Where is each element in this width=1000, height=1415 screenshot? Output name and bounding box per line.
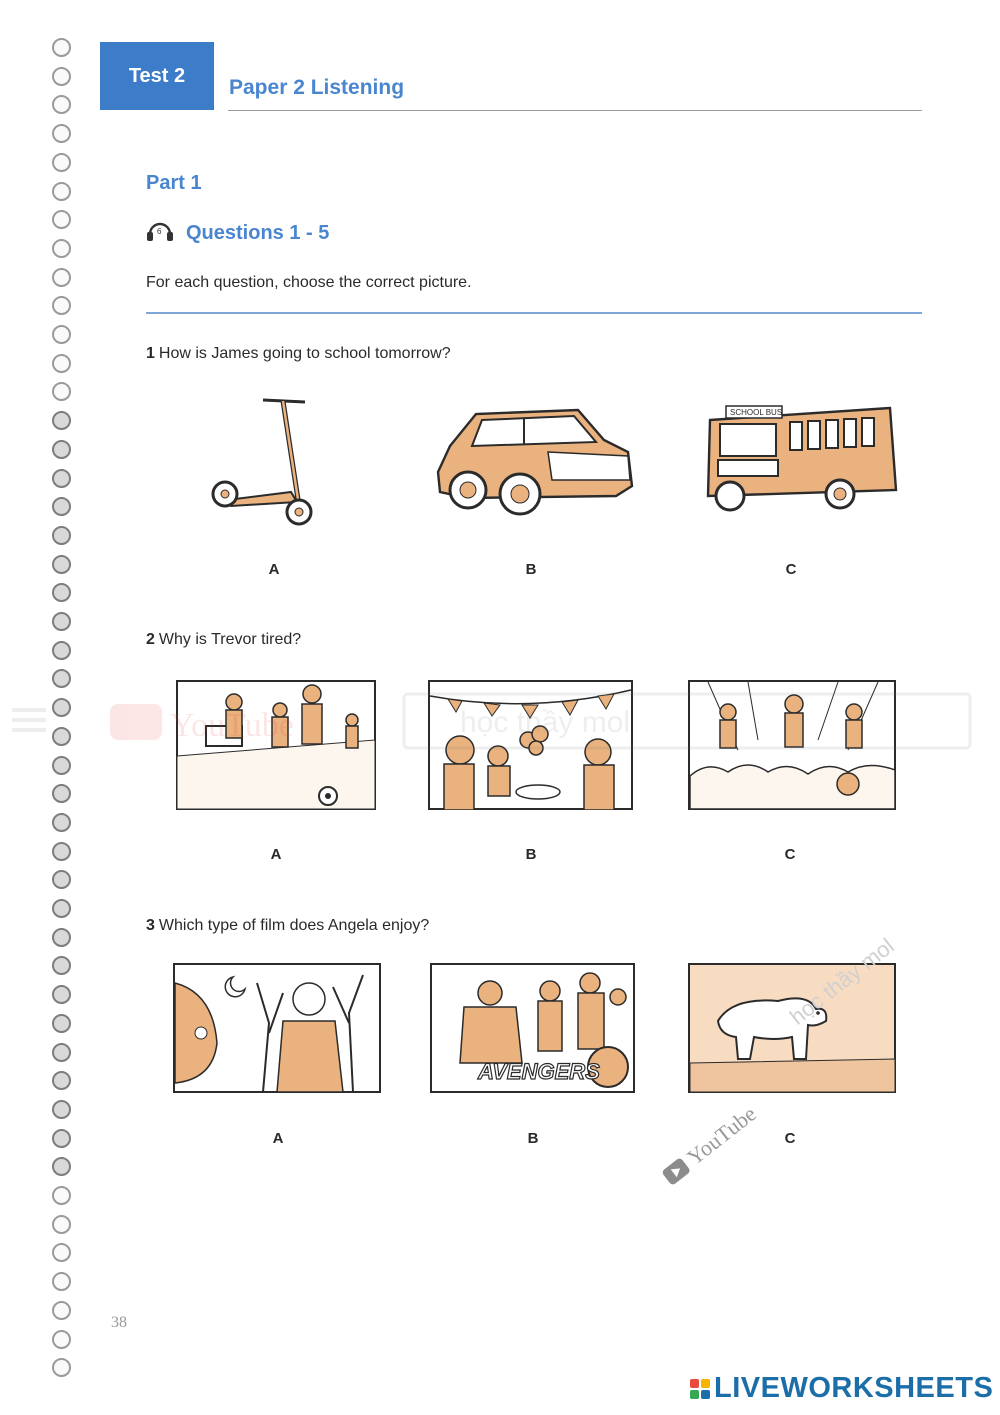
binding-ring xyxy=(52,210,71,229)
binding-ring xyxy=(52,124,71,143)
binding-ring xyxy=(52,899,71,918)
paper-title: Paper 2 Listening xyxy=(229,76,405,99)
header-divider xyxy=(228,110,922,111)
binding-ring xyxy=(52,95,71,114)
binding-ring xyxy=(52,325,71,344)
binding-ring xyxy=(52,1014,71,1033)
option-3b-superhero-film-image[interactable] xyxy=(430,963,635,1093)
binding-ring xyxy=(52,1330,71,1349)
instruction-text: For each question, choose the correct picture. xyxy=(146,274,472,291)
avengers-logo-text: AVENGERS xyxy=(478,1059,600,1084)
questions-title: Questions 1 - 5 xyxy=(186,222,330,244)
option-2c-concert-image[interactable] xyxy=(688,680,896,810)
option-2a-football-image[interactable] xyxy=(176,680,376,810)
binding-ring xyxy=(52,612,71,631)
binding-ring xyxy=(52,1100,71,1119)
binding-ring xyxy=(52,469,71,488)
binding-ring xyxy=(52,182,71,201)
binding-ring xyxy=(52,928,71,947)
binding-ring xyxy=(52,1129,71,1148)
binding-ring xyxy=(52,526,71,545)
binding-ring xyxy=(52,1215,71,1234)
question-text: How is James going to school tomorrow? xyxy=(158,345,451,362)
question-text: Why is Trevor tired? xyxy=(158,631,302,648)
binding-ring xyxy=(52,440,71,459)
question-2 xyxy=(146,631,301,649)
liveworksheets-brand-text: LIVEWORKSHEETS xyxy=(714,1372,994,1404)
option-letter: B xyxy=(525,846,537,863)
option-letter: C xyxy=(784,1130,796,1147)
binding-ring xyxy=(52,239,71,258)
binding-ring xyxy=(52,1272,71,1291)
binding-ring xyxy=(52,497,71,516)
option-letter: C xyxy=(785,561,797,578)
binding-ring xyxy=(52,956,71,975)
binding-ring xyxy=(52,641,71,660)
binding-ring xyxy=(52,698,71,717)
part-title: Part 1 xyxy=(146,172,202,194)
bus-sign: SCHOOL BUS xyxy=(730,408,783,417)
binding-ring xyxy=(52,268,71,287)
page-number: 38 xyxy=(111,1314,127,1331)
option-letter: A xyxy=(270,846,282,863)
binding-ring xyxy=(52,382,71,401)
option-3a-horror-film-image[interactable] xyxy=(173,963,381,1093)
binding-ring xyxy=(52,1043,71,1062)
binding-ring xyxy=(52,1301,71,1320)
binding-ring xyxy=(52,67,71,86)
option-1a-scooter-image[interactable] xyxy=(205,388,325,530)
binding-ring xyxy=(52,38,71,57)
binding-ring xyxy=(52,756,71,775)
youtube-small-text: YouTube xyxy=(682,1100,761,1170)
question-1 xyxy=(146,345,451,363)
option-letter: A xyxy=(272,1130,284,1147)
question-text: Which type of film does Angela enjoy? xyxy=(158,917,430,934)
binding-ring xyxy=(52,296,71,315)
test-badge: Test 2 xyxy=(100,42,214,110)
binding-ring xyxy=(52,985,71,1004)
option-letter: B xyxy=(527,1130,539,1147)
headphones-icon xyxy=(146,220,178,247)
option-1b-car-image[interactable] xyxy=(428,400,638,518)
binding-ring xyxy=(52,784,71,803)
binding-ring xyxy=(52,153,71,172)
diagonal-watermark: học thầy mol xyxy=(785,933,899,1030)
binding-ring xyxy=(52,1186,71,1205)
liveworksheets-logo[interactable] xyxy=(690,1372,993,1405)
binding-ring xyxy=(52,1071,71,1090)
track-number: 6 xyxy=(157,227,162,236)
binding-ring xyxy=(52,727,71,746)
binding-ring xyxy=(52,669,71,688)
binding-ring xyxy=(52,555,71,574)
option-letter: C xyxy=(784,846,796,863)
binding-ring xyxy=(52,354,71,373)
binding-ring xyxy=(52,1243,71,1262)
option-letter: B xyxy=(525,561,537,578)
binding-ring xyxy=(52,1157,71,1176)
option-letter: A xyxy=(268,561,280,578)
youtube-watermark-small xyxy=(659,1101,762,1189)
question-number: 2 xyxy=(146,631,155,648)
option-2b-party-image[interactable] xyxy=(428,680,633,810)
spiral-binding xyxy=(48,38,74,1378)
questions-heading xyxy=(146,220,329,247)
binding-ring xyxy=(52,583,71,602)
binding-ring xyxy=(52,813,71,832)
binding-ring xyxy=(52,842,71,861)
option-3c-polar-bear-documentary-image[interactable] xyxy=(688,963,896,1093)
binding-ring xyxy=(52,870,71,889)
binding-ring xyxy=(52,411,71,430)
binding-ring xyxy=(52,1358,71,1377)
question-number: 3 xyxy=(146,917,155,934)
option-1c-school-bus-image[interactable] xyxy=(690,398,900,516)
question-number: 1 xyxy=(146,345,155,362)
youtube-play-icon xyxy=(661,1157,691,1186)
question-3 xyxy=(146,917,429,935)
instruction-divider xyxy=(146,312,922,314)
liveworksheets-mark-icon xyxy=(690,1379,710,1399)
